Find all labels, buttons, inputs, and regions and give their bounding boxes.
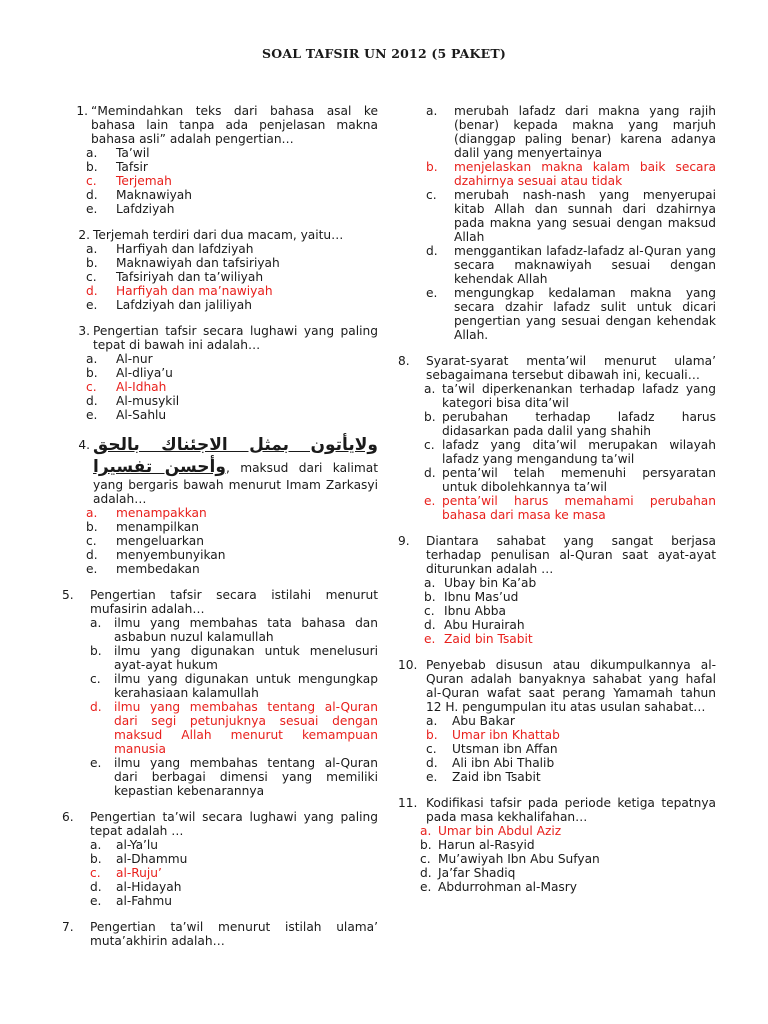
option-d: d. penta’wil telah memenuhi persyaratan untuk dibolehkannya ta’wil	[424, 466, 716, 494]
option-list	[398, 382, 716, 522]
option-e: e. Al-Sahlu	[86, 408, 167, 422]
question-text: Kodifikasi tafsir pada periode ketiga tepatnya pada masa kekhalifahan…	[426, 796, 716, 824]
question-11	[398, 796, 716, 894]
question-text: Diantara sahabat yang sangat berjasa terhadap penulisan al-Quran saat ayat-ayat diturunkan adalah …	[426, 534, 716, 576]
question-3	[62, 324, 378, 422]
question-number: 5.	[62, 588, 74, 602]
option-c: c. mengeluarkan	[86, 534, 204, 548]
option-c-correct: c. al-Ruju’	[90, 866, 162, 880]
question-text: Terjemah terdiri dari dua macam, yaitu…	[93, 228, 344, 242]
option-e: e. Zaid ibn Tsabit	[426, 770, 541, 784]
option-e-correct: e. penta’wil harus memahami perubahan bahasa dari masa ke masa	[424, 494, 716, 522]
option-a: a. ta’wil diperkenankan terhadap lafadz yang kategori bisa dita’wil	[424, 382, 716, 410]
option-e: e. ilmu yang membahas tentang al-Quran dari berbagai dimensi yang memiliki kepastian kebenarannya	[90, 756, 378, 798]
arabic-verse: ولايأتون بمثل الاجئناك بالحق وأحسن تفسيرا	[93, 435, 378, 477]
option-list	[62, 352, 378, 422]
question-6	[62, 810, 378, 908]
question-1	[62, 104, 378, 216]
question-text: Pengertian ta’wil menurut istilah ulama’ muta’akhirin adalah…	[90, 920, 378, 948]
option-e: e. Lafdziyah dan jaliliyah	[86, 298, 252, 312]
option-c: c. merubah nash-nash yang menyerupai kitab Allah dan sunnah dari dzahirnya pada makna yang sesuai dengan maksud Allah	[426, 188, 716, 244]
question-10	[398, 658, 716, 784]
question-2	[62, 228, 378, 312]
option-d: d. Maknawiyah	[86, 188, 192, 202]
option-c-correct: c. Terjemah	[86, 174, 172, 188]
option-d: d. Al-musykil	[86, 394, 180, 408]
question-number: 7.	[62, 920, 74, 934]
option-d-correct: d. Harfiyah dan ma’nawiyah	[86, 284, 273, 298]
option-e-correct: e. Zaid bin Tsabit	[424, 632, 533, 646]
option-c: c. Tafsiriyah dan ta’wiliyah	[86, 270, 264, 284]
option-list	[62, 242, 378, 312]
question-number: 4.	[78, 438, 90, 452]
question-text	[93, 434, 378, 506]
option-a-correct: a. menampakkan	[86, 506, 207, 520]
option-e: e. Lafdziyah	[86, 202, 175, 216]
page-title: SOAL TAFSIR UN 2012 (5 PAKET)	[262, 46, 506, 61]
option-d: d. Abu Hurairah	[424, 618, 525, 632]
option-list	[398, 576, 716, 646]
question-5	[62, 588, 378, 798]
option-a-correct: a. Umar bin Abdul Aziz	[420, 824, 562, 838]
option-b-correct: b. Umar ibn Khattab	[426, 728, 560, 742]
right-column	[398, 104, 716, 906]
option-a: a. Abu Bakar	[426, 714, 515, 728]
question-text: Penyebab disusun atau dikumpulkannya al-Quran adalah banyaknya sahabat yang hafal al-Quran wafat saat perang Yamamah tahun 12 H. pengumpulan itu atas usulan sahabat…	[426, 658, 716, 714]
question-7-options	[398, 104, 716, 342]
option-b-correct: b. menjelaskan makna kalam baik secara dzahirnya sesuai atau tidak	[426, 160, 716, 188]
option-b: b. Harun al-Rasyid	[420, 838, 535, 852]
option-list	[62, 616, 378, 798]
option-b: b. perubahan terhadap lafadz harus didasarkan pada dalil yang shahih	[424, 410, 716, 438]
option-c: c. Utsman ibn Affan	[426, 742, 558, 756]
option-a: a. Harfiyah dan lafdziyah	[86, 242, 254, 256]
option-a: a. al-Ya’lu	[90, 838, 159, 852]
option-a: a. Ta’wil	[86, 146, 150, 160]
option-d: d. menggantikan lafadz-lafadz al-Quran yang secara maknawiyah sesuai dengan kehendak Allah	[426, 244, 716, 286]
option-b: b. Ibnu Mas’ud	[424, 590, 519, 604]
option-e: e. Abdurrohman al-Masry	[420, 880, 578, 894]
question-text: Pengertian tafsir secara istilahi menurut mufasirin adalah…	[90, 588, 378, 616]
option-list	[62, 146, 378, 216]
option-list	[398, 714, 716, 784]
option-c: c. Mu’awiyah Ibn Abu Sufyan	[420, 852, 600, 866]
option-d: d. Ja’far Shadiq	[420, 866, 516, 880]
option-list	[62, 506, 378, 576]
question-number: 8.	[398, 354, 410, 368]
question-number: 1.	[76, 104, 88, 118]
question-9	[398, 534, 716, 646]
option-a: a. Al-nur	[86, 352, 153, 366]
option-b: b. Al-dliya’u	[86, 366, 173, 380]
question-text-latin: , maksud dari kalimat yang bergaris bawah menurut Imam Zarkasyi adalah…	[93, 461, 378, 506]
question-text: Syarat-syarat menta’wil menurut ulama’ sebagaimana tersebut dibawah ini, kecuali…	[426, 354, 716, 382]
option-a: a. ilmu yang membahas tata bahasa dan asbabun nuzul kalamullah	[90, 616, 378, 644]
question-number: 2.	[78, 228, 90, 242]
option-b: b. ilmu yang digunakan untuk menelusuri ayat-ayat hukum	[90, 644, 378, 672]
option-list	[398, 824, 716, 894]
question-text: Pengertian tafsir secara lughawi yang paling tepat di bawah ini adalah…	[93, 324, 378, 352]
option-c: c. Ibnu Abba	[424, 604, 506, 618]
option-c: c. lafadz yang dita’wil merupakan wilayah lafadz yang mengandung ta’wil	[424, 438, 716, 466]
option-a: a. Ubay bin Ka’ab	[424, 576, 537, 590]
option-d: d. menyembunyikan	[86, 548, 226, 562]
question-number: 6.	[62, 810, 74, 824]
question-7	[62, 920, 378, 948]
option-b: b. Tafsir	[86, 160, 148, 174]
left-column	[62, 104, 378, 960]
option-e: e. membedakan	[86, 562, 200, 576]
option-b: b. al-Dhammu	[90, 852, 188, 866]
question-number: 11.	[398, 796, 418, 810]
question-8	[398, 354, 716, 522]
question-text: Pengertian ta’wil secara lughawi yang paling tepat adalah …	[90, 810, 378, 838]
option-b: b. Maknawiyah dan tafsiriyah	[86, 256, 280, 270]
question-text: “Memindahkan teks dari bahasa asal ke bahasa lain tanpa ada penjelasan makna bahasa asli” adalah pengertian…	[91, 104, 378, 146]
option-d: d. Ali ibn Abi Thalib	[426, 756, 555, 770]
option-list	[62, 838, 378, 908]
question-number: 9.	[398, 534, 410, 548]
question-number: 3.	[78, 324, 90, 338]
question-number: 10.	[398, 658, 418, 672]
option-d-correct: d. ilmu yang membahas tentang al-Quran dari segi petunjuknya sesuai dengan maksud Allah menurut kemampuan manusia	[90, 700, 378, 756]
option-c: c. ilmu yang digunakan untuk mengungkap kerahasiaan kalamullah	[90, 672, 378, 700]
option-list	[398, 104, 716, 342]
option-d: d. al-Hidayah	[90, 880, 182, 894]
question-4	[62, 434, 378, 576]
option-b: b. menampilkan	[86, 520, 199, 534]
option-c-correct: c. Al-Idhah	[86, 380, 167, 394]
option-e: e. al-Fahmu	[90, 894, 172, 908]
option-a: a. merubah lafadz dari makna yang rajih (benar) kepada makna yang marjuh (dianggap paling benar) karena adanya dalil yang menyertainya	[426, 104, 716, 160]
option-e: e. mengungkap kedalaman makna yang secara dzahir lafadz sulit untuk dicari pengertian yang sesuai dengan kehendak Allah.	[426, 286, 716, 342]
